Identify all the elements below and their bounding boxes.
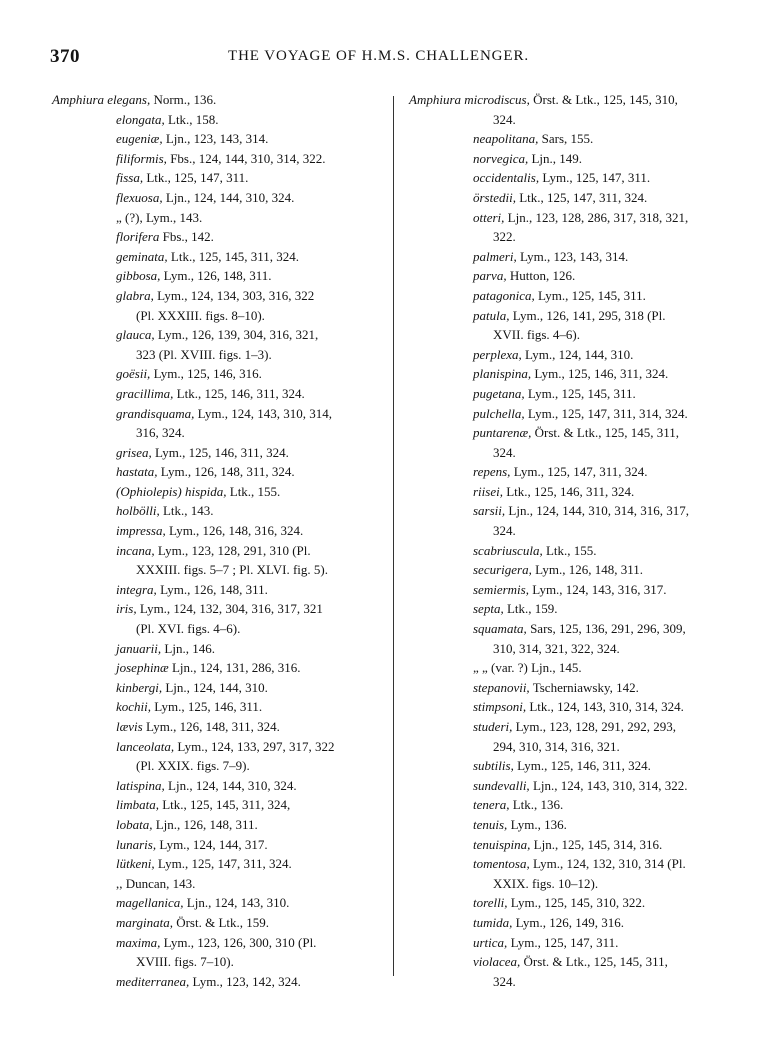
index-entry — [409, 521, 734, 541]
page-references: Örst. & Ltk., 125, 145, 310, — [529, 92, 678, 107]
index-entry — [52, 227, 382, 247]
page-references: Lym., 136. — [507, 816, 567, 832]
index-entry — [52, 874, 382, 894]
page-references: Ljn., 124, 144, 310. — [162, 679, 268, 695]
index-entry — [409, 854, 734, 874]
index-entry — [409, 560, 734, 580]
species-name: pugetana, — [473, 385, 525, 401]
species-name: örstedii, — [473, 189, 516, 205]
index-entry — [409, 404, 734, 424]
index-entry — [409, 815, 734, 835]
page-references: 323 (Pl. XVIII. figs. 1–3). — [136, 346, 272, 362]
column-divider — [393, 96, 394, 976]
page-references: Lym., 124, 143, 316, 317. — [528, 581, 667, 597]
index-entry — [52, 501, 382, 521]
page-references: Sars, 155. — [538, 131, 594, 147]
species-name: impressa, — [116, 523, 166, 539]
index-entry — [409, 599, 734, 619]
species-name: occidentalis, — [473, 170, 540, 186]
index-entry — [409, 423, 734, 443]
page-references: Ltk., 125, 146, 311, 324. — [502, 483, 635, 499]
page-references: ,, Duncan, 143. — [116, 875, 196, 891]
species-name: semiermis, — [473, 581, 529, 597]
species-name: grisea, — [116, 444, 152, 460]
index-entry — [52, 168, 382, 188]
species-name: otteri, — [473, 209, 505, 225]
species-name: parva, — [473, 268, 507, 284]
species-name: torelli, — [473, 895, 508, 911]
species-name: Amphiura microdiscus, — [409, 92, 530, 107]
page-references: Ljn., 126, 148, 311. — [152, 816, 258, 832]
index-column-left — [52, 90, 382, 991]
index-entry — [409, 247, 734, 267]
index-entry — [409, 482, 734, 502]
index-entry — [409, 286, 734, 306]
index-entry — [409, 972, 734, 992]
page-references: Örst. & Ltk., 159. — [172, 914, 270, 930]
species-name: sundevalli, — [473, 777, 530, 793]
species-name: hastata, — [116, 464, 158, 480]
index-entry — [409, 227, 734, 247]
species-name: studeri, — [473, 719, 513, 734]
running-title: THE VOYAGE OF H.M.S. CHALLENGER. — [228, 48, 530, 64]
species-name: patula, — [473, 307, 510, 323]
index-entry — [52, 776, 382, 796]
page-references: Lym., 126, 139, 304, 316, 321, — [154, 327, 319, 343]
index-entry — [52, 933, 382, 953]
page-references: XVIII. figs. 7–10). — [136, 954, 234, 970]
page-references: Lym., 126, 141, 295, 318 (Pl. — [509, 307, 666, 323]
index-entry — [52, 462, 382, 482]
index-entry — [409, 501, 734, 521]
index-entry — [409, 952, 734, 972]
species-name: magellanica, — [116, 895, 184, 911]
page-references: Lym., 123, 143, 314. — [516, 248, 629, 264]
page-references: XXIX. figs. 10–12). — [493, 875, 599, 891]
page-references: Lym., 124, 134, 303, 316, 322 — [153, 287, 315, 303]
species-name: tenuis, — [473, 816, 508, 832]
species-name: gibbosa, — [116, 268, 161, 284]
page-references: Lym., 126, 148, 316, 324. — [165, 523, 304, 539]
page-references: Ljn., 124, 143, 310. — [183, 895, 290, 911]
index-entry — [52, 737, 382, 757]
page-references: Örst. & Ltk., 125, 145, 311, — [531, 425, 679, 441]
page-references: 294, 310, 314, 316, 321. — [493, 738, 620, 754]
index-entry — [409, 462, 734, 482]
species-name: patagonica, — [473, 287, 535, 303]
index-entry — [409, 188, 734, 208]
index-entry — [52, 854, 382, 874]
page-references: Ltk., 158. — [164, 111, 219, 127]
page-references: Lym., 125, 147, 311, 314, 324. — [524, 405, 688, 421]
index-entry — [52, 835, 382, 855]
page-references: 310, 314, 321, 322, 324. — [493, 640, 620, 656]
species-name: lütkeni, — [116, 856, 155, 872]
species-name: palmeri, — [473, 248, 517, 264]
page-references: Ltk., 155. — [542, 542, 597, 558]
index-entry — [52, 286, 382, 306]
page-references: Ljn., 124, 144, 310, 324. — [162, 189, 295, 205]
page-references: Ljn., 123, 143, 314. — [162, 131, 269, 147]
index-entry — [52, 266, 382, 286]
species-name: perplexa, — [473, 346, 522, 362]
page-references: XVII. figs. 4–6). — [493, 327, 581, 343]
species-name: norvegica, — [473, 150, 529, 166]
index-entry — [409, 619, 734, 639]
page-references: Lym., 123, 128, 291, 310 (Pl. — [154, 542, 311, 558]
species-name: urtica, — [473, 934, 508, 950]
species-name: gracillima, — [116, 385, 174, 401]
index-entry — [409, 697, 734, 717]
index-entry — [409, 678, 734, 698]
page-references: Ljn., 123, 128, 286, 317, 318, 321, — [504, 209, 689, 225]
index-entry — [52, 188, 382, 208]
index-entry — [52, 149, 382, 169]
species-name: squamata, — [473, 621, 527, 637]
index-entry — [409, 776, 734, 796]
index-entry — [52, 247, 382, 267]
species-name: januarii, — [116, 640, 162, 656]
species-name: florifera — [116, 229, 160, 245]
index-entry — [409, 110, 734, 130]
index-entry — [409, 208, 734, 228]
index-entry — [409, 306, 734, 326]
species-name: josephinæ — [116, 660, 169, 676]
page-header — [0, 36, 776, 66]
species-name: lobata, — [116, 816, 153, 832]
species-name: lævis — [116, 719, 143, 734]
page-references: Lym., 125, 147, 311. — [539, 170, 651, 186]
species-name: lanceolata, — [116, 738, 175, 754]
species-name: geminata, — [116, 248, 168, 264]
page-references: 324. — [493, 111, 516, 127]
index-entry — [52, 815, 382, 835]
page-references: Lym., 124, 144, 317. — [156, 836, 268, 852]
index-entry — [409, 717, 734, 737]
index-entry — [52, 599, 382, 619]
page-references: Ltk., 125, 145, 311, 324. — [167, 248, 299, 264]
index-entry — [409, 541, 734, 561]
index-entry — [52, 306, 382, 326]
index-entry — [52, 345, 382, 365]
index-entry — [409, 443, 734, 463]
page-references: „ „ (var. ?) Ljn., 145. — [473, 660, 582, 676]
page-number: 370 — [50, 46, 80, 67]
page-references: Ljn., 124, 131, 286, 316. — [168, 660, 301, 676]
index-entry — [409, 737, 734, 757]
page-references: Lym., 126, 148, 311, 324. — [157, 464, 295, 480]
page-references: Ltk., 155. — [226, 483, 281, 499]
species-name: goësii, — [116, 366, 151, 382]
index-entry — [52, 208, 382, 228]
species-name: tomentosa, — [473, 856, 530, 872]
page-references: 316, 324. — [136, 425, 185, 441]
index-entry — [409, 913, 734, 933]
index-entry — [409, 835, 734, 855]
index-entry — [409, 639, 734, 659]
species-name: riisei, — [473, 483, 503, 499]
index-entry — [52, 913, 382, 933]
page-references: (Pl. XVI. figs. 4–6). — [136, 621, 241, 637]
species-name: limbata, — [116, 797, 159, 813]
page-references: (Pl. XXXIII. figs. 8–10). — [136, 307, 265, 323]
index-entry — [409, 893, 734, 913]
page-references: Lym., 126, 148, 311, 324. — [142, 719, 280, 734]
page-references: Lym., 125, 145, 311. — [534, 287, 646, 303]
species-name: sarsii, — [473, 503, 506, 519]
species-name: subtilis, — [473, 758, 514, 774]
species-name: iris, — [116, 601, 137, 617]
index-entry — [52, 697, 382, 717]
index-entry — [52, 325, 382, 345]
page-references: Lym., 125, 147, 311, 324. — [154, 856, 292, 872]
species-name: scabriuscula, — [473, 542, 543, 558]
index-entry — [409, 325, 734, 345]
species-name: marginata, — [116, 914, 173, 930]
index-entry — [409, 580, 734, 600]
index-entry — [52, 658, 382, 678]
species-name: tenera, — [473, 797, 510, 813]
species-name: kinbergi, — [116, 679, 163, 695]
page-references: Ltk., 136. — [509, 797, 564, 813]
page-references: Lym., 125, 147, 311. — [507, 934, 619, 950]
index-entry — [409, 168, 734, 188]
page-references: Ltk., 159. — [503, 601, 558, 617]
index-entry — [52, 90, 382, 110]
species-name: incana, — [116, 542, 155, 558]
page-references: Lym., 125, 146, 316. — [150, 366, 262, 382]
page-references: Norm., 136. — [150, 92, 217, 107]
species-name: puntarenæ, — [473, 425, 532, 441]
page-references: Lym., 125, 146, 311. — [151, 699, 263, 715]
species-name: fissa, — [116, 170, 144, 186]
page-references: Lym., 126, 148, 311. — [156, 581, 268, 597]
page-references: Lym., 124, 143, 310, 314, — [194, 405, 332, 421]
species-name: stimpsoni, — [473, 699, 527, 715]
index-entry — [409, 933, 734, 953]
page-references: Lym., 123, 142, 324. — [189, 973, 301, 989]
page-references: (Pl. XXIX. figs. 7–9). — [136, 758, 250, 774]
page-references: Ltk., 125, 147, 311. — [143, 170, 249, 186]
index-entry — [409, 149, 734, 169]
species-name: septa, — [473, 601, 504, 617]
page-references: Lym., 125, 147, 311, 324. — [510, 464, 648, 480]
page-references: Ltk., 124, 143, 310, 314, 324. — [526, 699, 684, 715]
page-references: 322. — [493, 229, 516, 245]
page-references: Lym., 125, 146, 311, 324. — [513, 758, 651, 774]
page-references: Lym., 126, 148, 311. — [531, 562, 643, 578]
species-name: filiformis, — [116, 150, 167, 166]
page-references: Ljn., 149. — [528, 150, 583, 166]
index-entry — [52, 364, 382, 384]
index-entry — [52, 619, 382, 639]
index-entry — [409, 384, 734, 404]
index-entry — [52, 110, 382, 130]
page-references: Hutton, 126. — [506, 268, 576, 284]
page-references: Ltk., 143. — [159, 503, 214, 519]
species-name: flexuosa, — [116, 189, 163, 205]
page-references: 324. — [493, 444, 516, 460]
index-entry — [409, 874, 734, 894]
index-entry — [52, 893, 382, 913]
index-entry — [52, 972, 382, 992]
index-entry — [52, 639, 382, 659]
page-references: Fbs., 124, 144, 310, 314, 322. — [166, 150, 326, 166]
page-references: Lym., 123, 126, 300, 310 (Pl. — [160, 934, 317, 950]
page-references: Tscherniawsky, 142. — [529, 679, 639, 695]
index-entry — [52, 384, 382, 404]
page-references: Lym., 124, 132, 310, 314 (Pl. — [529, 856, 686, 872]
index-entry — [52, 795, 382, 815]
species-name: repens, — [473, 464, 511, 480]
species-name: neapolitana, — [473, 131, 539, 147]
index-entry — [52, 129, 382, 149]
index-entry — [52, 560, 382, 580]
index-entry — [409, 345, 734, 365]
species-name: grandisquama, — [116, 405, 195, 421]
species-name: integra, — [116, 581, 157, 597]
page-references: Lym., 124, 144, 310. — [521, 346, 634, 362]
species-name: pulchella, — [473, 405, 525, 421]
species-name: violacea, — [473, 954, 521, 970]
index-entry — [409, 266, 734, 286]
page-references: Ltk., 125, 146, 311, 324. — [173, 385, 305, 401]
index-entry — [409, 364, 734, 384]
species-name: eugeniæ, — [116, 131, 163, 147]
species-name: glauca, — [116, 327, 155, 343]
index-entry — [52, 717, 382, 737]
index-entry — [52, 756, 382, 776]
species-name: (Ophiolepis) hispida, — [116, 483, 227, 499]
species-name: maxima, — [116, 934, 161, 950]
page-references: Ljn., 146. — [161, 640, 215, 656]
index-entry — [409, 90, 734, 110]
page-references: Lym., 123, 128, 291, 292, 293, — [512, 719, 676, 734]
index-entry — [52, 678, 382, 698]
index-entry — [52, 404, 382, 424]
page-references: 324. — [493, 523, 516, 539]
index-entry — [52, 482, 382, 502]
index-column-right — [409, 90, 734, 991]
page-references: Lym., 125, 145, 311. — [524, 385, 636, 401]
page-references: Ljn., 124, 143, 310, 314, 322. — [529, 777, 688, 793]
species-name: lunaris, — [116, 836, 157, 852]
page-references: Ljn., 125, 145, 314, 316. — [530, 836, 663, 852]
index-entry — [52, 521, 382, 541]
species-name: glabra, — [116, 287, 154, 303]
page-references: Fbs., 142. — [159, 229, 214, 245]
index-entry — [52, 423, 382, 443]
species-name: stepanovii, — [473, 679, 530, 695]
page-references: XXXIII. figs. 5–7 ; Pl. XLVI. fig. 5). — [136, 562, 328, 578]
index-entry — [409, 756, 734, 776]
index-entry — [52, 541, 382, 561]
page-references: Ljn., 124, 144, 310, 314, 316, 317, — [505, 503, 689, 519]
page-references: Lym., 124, 132, 304, 316, 317, 321 — [136, 601, 323, 617]
species-name: tenuispina, — [473, 836, 531, 852]
species-name: tumida, — [473, 914, 513, 930]
index-entry — [52, 952, 382, 972]
page-references: Lym., 126, 148, 311. — [160, 268, 272, 284]
page-references: 324. — [493, 973, 516, 989]
species-name: holbölli, — [116, 503, 160, 519]
species-name: mediterranea, — [116, 973, 190, 989]
page-references: „ (?), Lym., 143. — [116, 209, 203, 225]
species-name: planispina, — [473, 366, 532, 382]
page-references: Lym., 125, 146, 311, 324. — [151, 444, 289, 460]
index-entry — [409, 795, 734, 815]
index-entry — [52, 443, 382, 463]
species-name: latispina, — [116, 777, 165, 793]
page-references: Lym., 125, 146, 311, 324. — [531, 366, 669, 382]
page-references: Örst. & Ltk., 125, 145, 311, — [520, 954, 668, 970]
page-references: Lym., 125, 145, 310, 322. — [507, 895, 646, 911]
species-name: kochii, — [116, 699, 152, 715]
page-references: Lym., 124, 133, 297, 317, 322 — [174, 738, 335, 754]
page-references: Ljn., 124, 144, 310, 324. — [164, 777, 297, 793]
index-entry — [409, 658, 734, 678]
index-entry — [52, 580, 382, 600]
species-name: Amphiura elegans, — [52, 92, 151, 107]
page-references: Ltk., 125, 147, 311, 324. — [515, 189, 648, 205]
page-references: Lym., 126, 149, 316. — [512, 914, 624, 930]
species-name: securigera, — [473, 562, 532, 578]
species-name: elongata, — [116, 111, 165, 127]
page-references: Ltk., 125, 145, 311, 324, — [158, 797, 291, 813]
page-references: Sars, 125, 136, 291, 296, 309, — [526, 621, 686, 637]
index-entry — [409, 129, 734, 149]
